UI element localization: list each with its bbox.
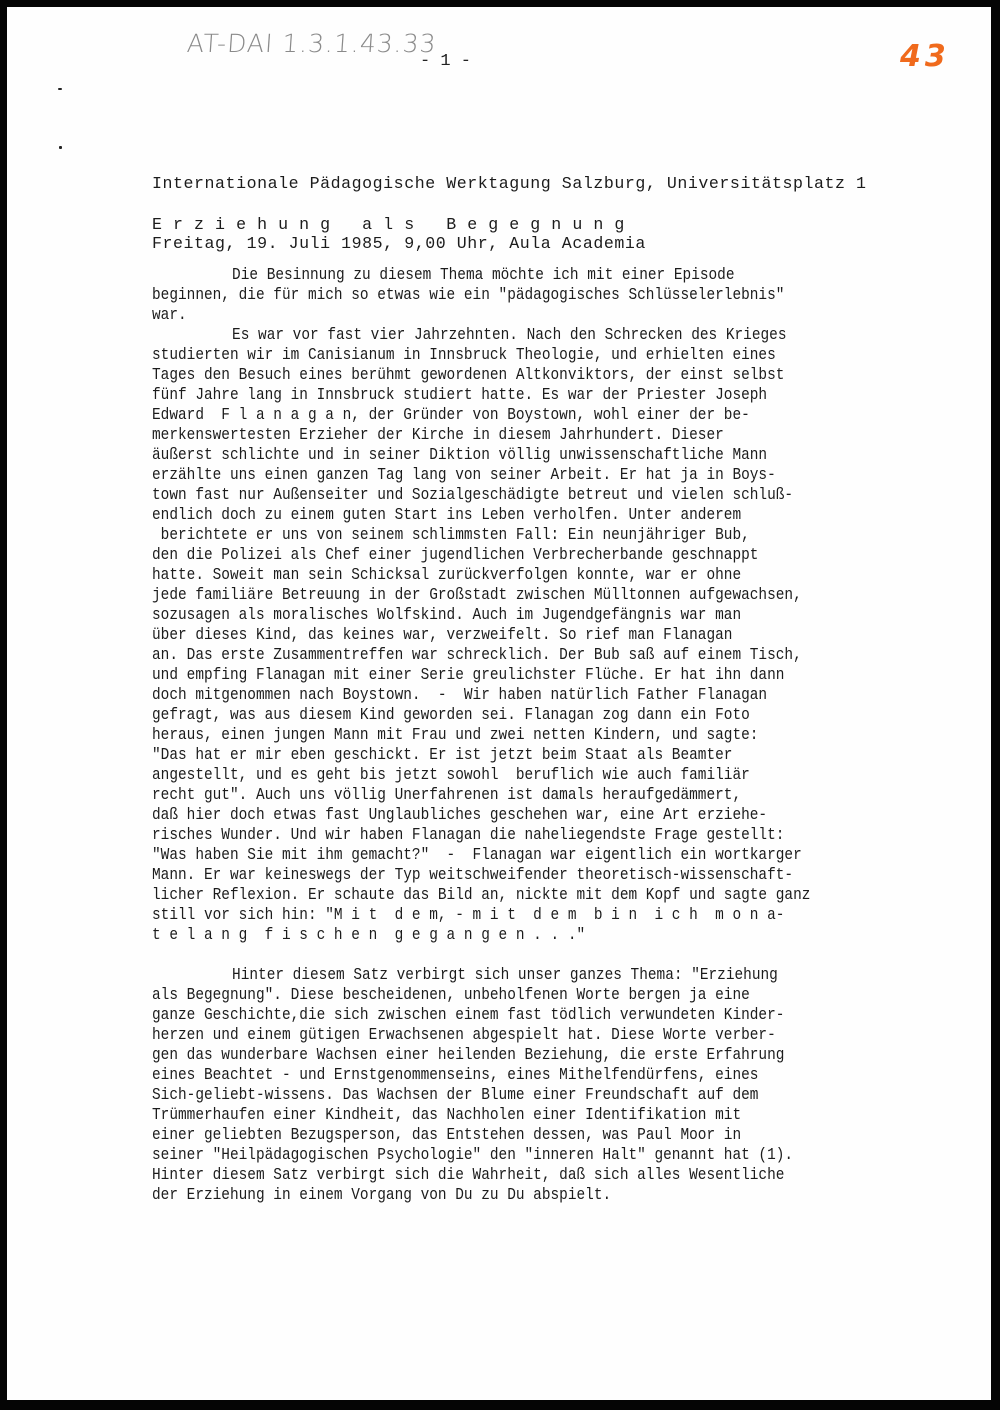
text-line: seiner "Heilpädagogischen Psychologie" den "inneren Halt" genannt hat (1).	[152, 1145, 794, 1164]
text-line: und empfing Flanagan mit einer Serie greulichster Flüche. Er hat ihn dann	[152, 665, 785, 684]
text-line: studierten wir im Canisianum in Innsbruck Theologie, und erhielten eines	[152, 345, 776, 364]
text-line: "Was haben Sie mit ihm gemacht?" - Flanagan war eigentlich ein wortkarger	[152, 845, 802, 864]
text-line: daß hier doch etwas fast Unglaubliches geschehen war, eine Art erziehe-	[152, 805, 768, 824]
text-line: endlich doch zu einem guten Start ins Leben verholfen. Unter anderem	[152, 505, 742, 524]
paragraph	[152, 265, 909, 325]
document-title: E r z i e h u n g a l s B e g e g n u n g	[152, 215, 625, 234]
text-line: still vor sich hin: "M i t d e m, - m i t d e m b i n i c h m o n a-	[152, 905, 785, 924]
text-line: gen das wunderbare Wachsen einer heilenden Beziehung, die erste Erfahrung	[152, 1045, 785, 1064]
text-line: t e l a n g f i s c h e n g e g a n g e n . . ."	[152, 925, 586, 944]
text-line: eines Beachtet - und Ernstgenommenseins, eines Mithelfendürfens, eines	[152, 1065, 759, 1084]
text-line: licher Reflexion. Er schaute das Bild an, nickte mit dem Kopf und sagte ganz	[152, 885, 811, 904]
paragraph	[152, 325, 909, 945]
text-line: sozusagen als moralisches Wolfskind. Auch im Jugendgefängnis war man	[152, 605, 742, 624]
event-header	[152, 134, 867, 274]
paragraph-gap	[152, 945, 909, 965]
text-line: risches Wunder. Und wir haben Flanagan die naheliegendste Frage gestellt:	[152, 825, 785, 844]
margin-mark	[59, 146, 62, 149]
text-line: ganze Geschichte,die sich zwischen einem fast tödlich verwundeten Kinder-	[152, 1005, 785, 1024]
text-line: den die Polizei als Chef einer jugendlichen Verbrecherbande geschnappt	[152, 545, 759, 564]
text-line: Hinter diesem Satz verbirgt sich die Wahrheit, daß sich alles Wesentliche	[152, 1165, 785, 1184]
text-line: Trümmerhaufen einer Kindheit, das Nachholen einer Identifikation mit	[152, 1105, 742, 1124]
paragraph	[152, 965, 909, 1205]
text-line: Sich-geliebt-wissens. Das Wachsen der Blume einer Freundschaft auf dem	[152, 1085, 759, 1104]
document-body	[152, 265, 909, 1205]
page-number: - 1 -	[420, 52, 472, 71]
text-line: angestellt, und es geht bis jetzt sowohl beruflich wie auch familiär	[152, 765, 750, 784]
folio-number: 43	[900, 39, 950, 74]
event-header-line: Freitag, 19. Juli 1985, 9,00 Uhr, Aula Academia	[152, 234, 646, 253]
text-line: Edward F l a n a g a n, der Gründer von Boystown, wohl einer der be-	[152, 405, 750, 424]
text-line: Hinter diesem Satz verbirgt sich unser ganzes Thema: "Erziehung	[232, 965, 778, 984]
text-line: Es war vor fast vier Jahrzehnten. Nach den Schrecken des Krieges	[232, 325, 787, 344]
archive-annotation: AT-DAI 1.3.1.43.33	[185, 29, 438, 58]
text-line: "Das hat er mir eben geschickt. Er ist jetzt beim Staat als Beamter	[152, 745, 733, 764]
text-line: der Erziehung in einem Vorgang von Du zu Du abspielt.	[152, 1185, 612, 1204]
text-line: beginnen, die für mich so etwas wie ein "pädagogisches Schlüsselerlebnis"	[152, 285, 785, 304]
text-line: Die Besinnung zu diesem Thema möchte ich mit einer Episode	[232, 265, 735, 284]
margin-mark	[58, 88, 62, 90]
text-line: heraus, einen jungen Mann mit Frau und zwei netten Kindern, und sagte:	[152, 725, 759, 744]
text-line: Mann. Er war keineswegs der Typ weitschweifender theoretisch-wissenschaft-	[152, 865, 794, 884]
text-line: merkenswertesten Erzieher der Kirche in diesem Jahrhundert. Dieser	[152, 425, 724, 444]
text-line: erzählte uns einen ganzen Tag lang von seiner Arbeit. Er hat ja in Boys-	[152, 465, 776, 484]
event-header-line: Internationale Pädagogische Werktagung Salzburg, Universitätsplatz 1	[152, 174, 867, 193]
text-line: Tages den Besuch eines berühmt gewordenen Altkonviktors, der einst selbst	[152, 365, 785, 384]
text-line: berichtete er uns von seinem schlimmsten Fall: Ein neunjähriger Bub,	[152, 525, 750, 544]
text-line: über dieses Kind, das keines war, verzweifelt. So rief man Flanagan	[152, 625, 733, 644]
text-line: jede familiäre Betreuung in der Großstadt zwischen Mülltonnen aufgewachsen,	[152, 585, 802, 604]
text-line: als Begegnung". Diese bescheidenen, unbeholfenen Worte bergen ja eine	[152, 985, 750, 1004]
text-line: an. Das erste Zusammentreffen war schrecklich. Der Bub saß auf einem Tisch,	[152, 645, 802, 664]
text-line: einer geliebten Bezugsperson, das Entstehen dessen, was Paul Moor in	[152, 1125, 742, 1144]
text-line: hatte. Soweit man sein Schicksal zurückverfolgen konnte, war er ohne	[152, 565, 742, 584]
text-line: recht gut". Auch uns völlig Unerfahrenen ist damals heraufgedämmert,	[152, 785, 742, 804]
text-line: doch mitgenommen nach Boystown. - Wir haben natürlich Father Flanagan	[152, 685, 768, 704]
text-line: war.	[152, 305, 187, 324]
text-line: town fast nur Außenseiter und Sozialgeschädigte betreut und vielen schluß-	[152, 485, 794, 504]
text-line: herzen und einem gütigen Erwachsenen abgespielt hat. Diese Worte verber-	[152, 1025, 776, 1044]
text-line: gefragt, was aus diesem Kind geworden sei. Flanagan zog dann ein Foto	[152, 705, 750, 724]
text-line: äußerst schlichte und in seiner Diktion völlig unwissenschaftliche Mann	[152, 445, 768, 464]
text-line: fünf Jahre lang in Innsbruck studiert hatte. Es war der Priester Joseph	[152, 385, 768, 404]
